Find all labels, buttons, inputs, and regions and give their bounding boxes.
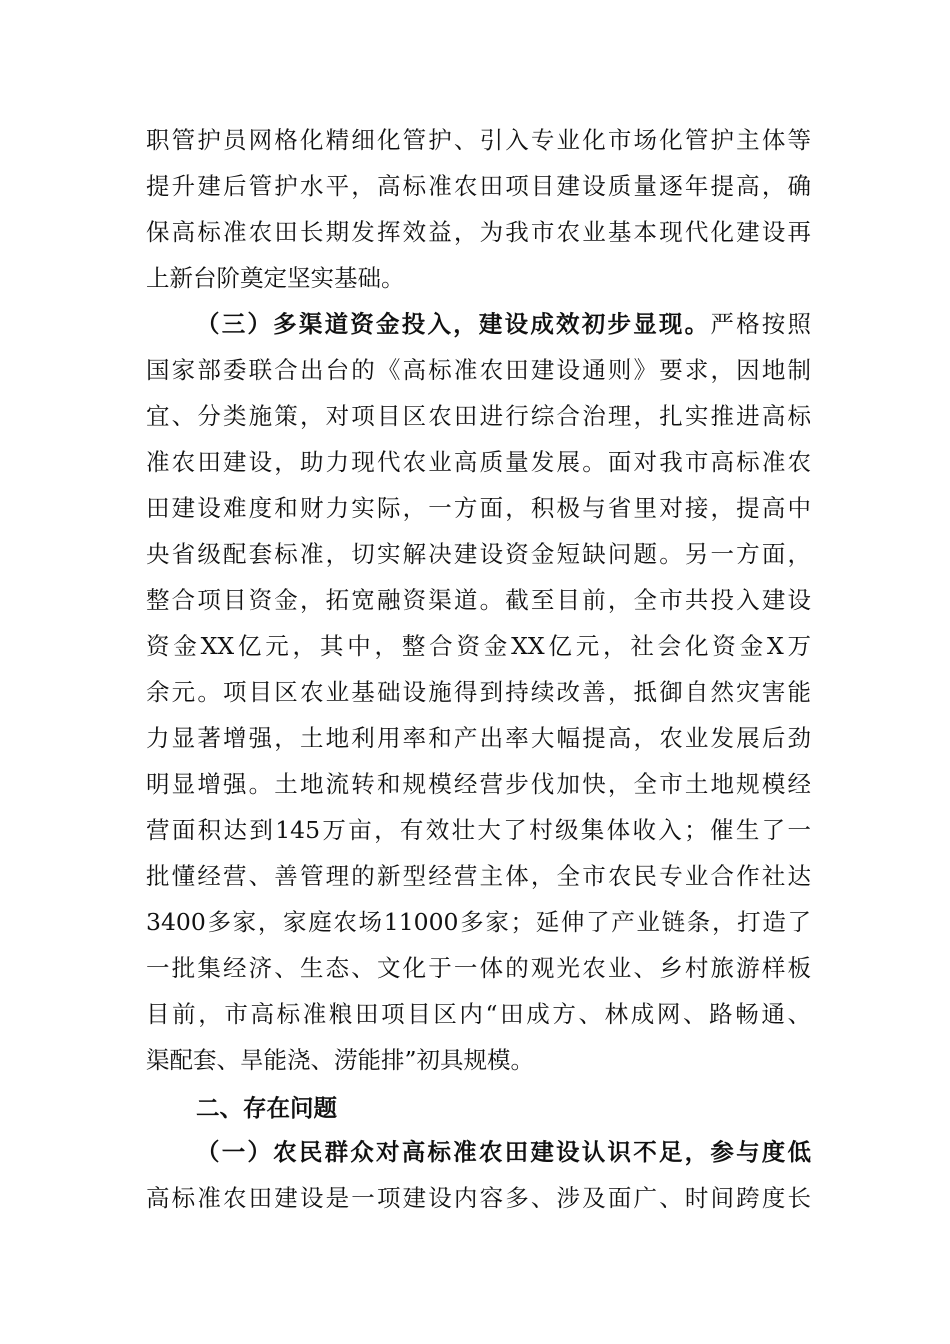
- paragraph-1-line-3: 保高标准农田长期发挥效益，为我市农业基本现代化建设再: [146, 218, 811, 246]
- paragraph-2-line: 央省级配套标准，切实解决建设资金短缺问题。另一方面，: [146, 540, 811, 568]
- paragraph-3-lead-heading: （一）农民群众对高标准农田建设认识不足，参与度低: [196, 1138, 811, 1166]
- paragraph-2-line: 准农田建设，助力现代农业高质量发展。面对我市高标准农: [146, 448, 811, 476]
- paragraph-2-line: 资金XX亿元，其中，整合资金XX亿元，社会化资金X万: [146, 632, 811, 660]
- paragraph-2-lead-heading: （三）多渠道资金投入，建设成效初步显现。: [196, 310, 711, 338]
- paragraph-2-line: 一批集经济、生态、文化于一体的观光农业、乡村旅游样板: [146, 954, 811, 982]
- paragraph-2-line: 明显增强。土地流转和规模经营步伐加快，全市土地规模经: [146, 770, 811, 798]
- paragraph-2-line: 余元。项目区农业基础设施得到持续改善，抵御自然灾害能: [146, 678, 811, 706]
- paragraph-2-line: 田建设难度和财力实际，一方面，积极与省里对接，提高中: [146, 494, 811, 522]
- section-heading: 二、存在问题: [196, 1094, 337, 1122]
- paragraph-2-line: 3400多家，家庭农场11000多家；延伸了产业链条，打造了: [146, 908, 811, 936]
- paragraph-2-line: 整合项目资金，拓宽融资渠道。截至目前，全市共投入建设: [146, 586, 811, 614]
- paragraph-2-line: 国家部委联合出台的《高标准农田建设通则》要求，因地制: [146, 356, 811, 384]
- paragraph-2-line: 渠配套、旱能浇、涝能排”初具规模。: [146, 1046, 535, 1074]
- paragraph-1-line-2: 提升建后管护水平，高标准农田项目建设质量逐年提高，确: [146, 172, 811, 200]
- paragraph-1-line-1: 职管护员网格化精细化管护、引入专业化市场化管护主体等: [146, 126, 811, 154]
- paragraph-2-first-line: [196, 301, 811, 347]
- paragraph-3-first-line: [196, 1129, 811, 1175]
- paragraph-2-line: 宜、分类施策，对项目区农田进行综合治理，扎实推进高标: [146, 402, 811, 430]
- paragraph-2-line: 营面积达到145万亩，有效壮大了村级集体收入；催生了一: [146, 816, 811, 844]
- paragraph-2-line: 力显著增强，土地利用率和产出率大幅提高，农业发展后劲: [146, 724, 811, 752]
- paragraph-2-first-line-rest: 严格按照: [710, 310, 811, 338]
- paragraph-2-line: 目前，市高标准粮田项目区内“田成方、林成网、路畅通、: [146, 1000, 811, 1028]
- paragraph-2-line: 批懂经营、善管理的新型经营主体，全市农民专业合作社达: [146, 862, 811, 890]
- paragraph-3-line: 高标准农田建设是一项建设内容多、涉及面广、时间跨度长: [146, 1184, 811, 1212]
- paragraph-1-line-4: 上新台阶奠定坚实基础。: [146, 264, 405, 292]
